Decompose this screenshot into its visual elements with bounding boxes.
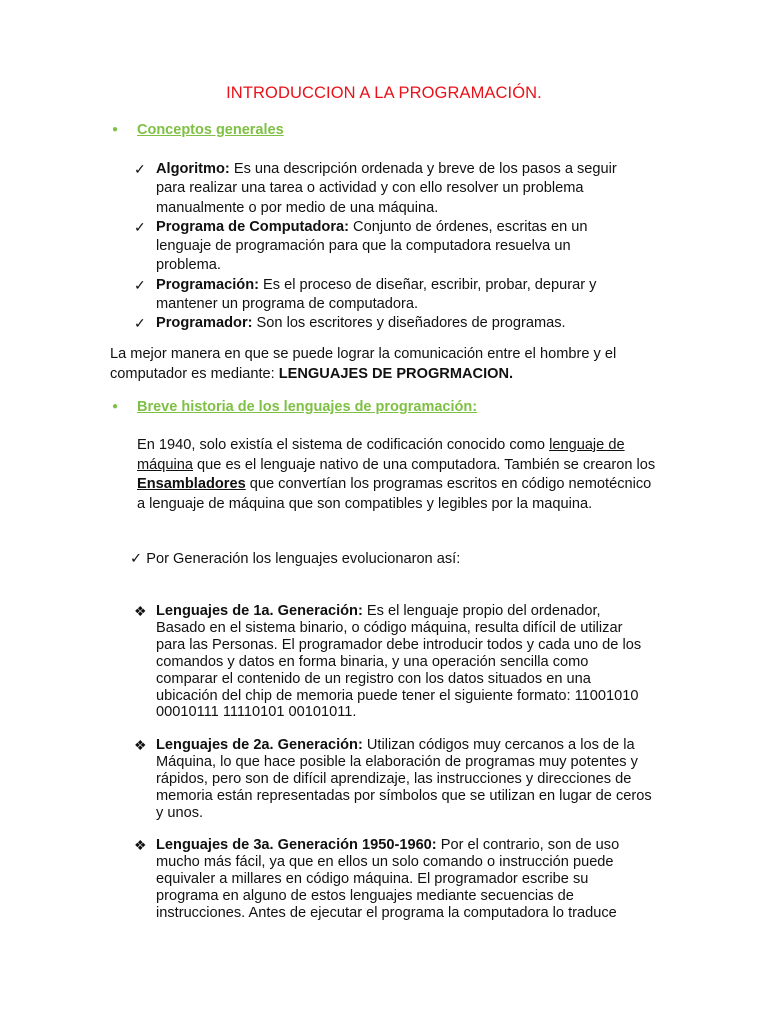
bold-underlined-term: Ensambladores <box>137 476 246 492</box>
intro-paragraph <box>110 345 670 384</box>
term: Lenguajes de 1a. Generación: <box>156 603 363 619</box>
paragraph-bold: LENGUAJES DE PROGRMACION. <box>278 365 514 382</box>
generation-intro <box>130 550 460 567</box>
diamond-bullet-icon: ❖ <box>134 737 147 753</box>
section-heading-historia <box>112 399 477 415</box>
section-heading-conceptos <box>112 122 284 138</box>
definition: Son los escritores y diseñadores de programas. <box>252 315 566 332</box>
underlined-term: lenguaje de máquina <box>137 437 625 473</box>
term: Programador: <box>156 315 253 332</box>
diamond-bullet-icon: ❖ <box>134 837 147 853</box>
history-paragraph <box>137 436 662 514</box>
bullet-icon: ● <box>112 124 119 135</box>
paragraph-text: En 1940, solo existía el sistema de codificación conocido como <box>137 437 550 453</box>
definition: Utilizan códigos muy cercanos a los de la Máquina, lo que hace posible la elaboración de programas muy potentes y rápidos, pero son de difícil aprendizaje, las instrucciones y direcciones de memoria están representadas por símbolos que se utilizan en lugar de ceros y unos. <box>156 737 652 821</box>
term: Programa de Computadora: <box>156 218 349 235</box>
definition: Por el contrario, son de uso mucho más fácil, ya que en ellos un solo comando o instrucción puede equivaler a millares en código máquina. El programador escribe su programa en alguno de estos lenguajes mediante secuencias de instrucciones. Antes de ejecutar el programa la computadora lo traduce <box>156 837 620 921</box>
generation-intro-text: Por Generación los lenguajes evolucionaron así: <box>146 551 461 567</box>
list-item <box>134 603 654 721</box>
check-icon: ✓ <box>134 315 146 332</box>
term: Lenguajes de 3a. Generación 1950-1960: <box>156 837 437 853</box>
paragraph-text: que es el lenguaje nativo de una computadora. También se crearon los <box>192 456 656 473</box>
bullet-icon: ● <box>112 401 119 412</box>
list-item <box>134 276 634 315</box>
generation-item-2 <box>134 737 654 822</box>
generation-item-3 <box>134 837 654 922</box>
concepts-list <box>134 160 634 334</box>
term: Programación: <box>156 276 259 293</box>
list-item <box>134 837 654 922</box>
definition: Es el lenguaje propio del ordenador, Basado en el sistema binario, o código máquina, resulta difícil de utilizar para las Personas. El programador debe introducir todos y cada uno de los comandos y datos en forma binaria, y una operación sencilla como comparar el contenido de un registro con los datos situados en una ubicación del chip de memoria puede tener el siguiente formato: 11001010 00010111 11110101 00101011. <box>156 603 642 721</box>
list-item <box>134 314 634 333</box>
list-item <box>134 160 634 218</box>
section-heading-text: Conceptos generales <box>137 122 284 138</box>
term: Algoritmo: <box>156 161 230 177</box>
diamond-bullet-icon: ❖ <box>134 603 147 619</box>
document-title: INTRODUCCION A LA PROGRAMACIÓN. <box>226 84 542 102</box>
paragraph-text: La mejor manera en que se puede lograr la comunicación entre el hombre y el computador es mediante: <box>110 346 617 382</box>
check-icon: ✓ <box>130 551 143 567</box>
definition: Es una descripción ordenada y breve de los pasos a seguir para realizar una tarea o actividad y con ello resolver un problema manualmente o por medio de una máquina. <box>156 161 617 216</box>
generation-item-1 <box>134 603 654 721</box>
term: Lenguajes de 2a. Generación: <box>156 737 363 753</box>
check-icon: ✓ <box>134 161 146 177</box>
paragraph-text: que convertían los programas escritos en código nemotécnico a lenguaje de máquina que son compatibles y legibles por la maquina. <box>137 476 652 512</box>
definition: Es el proceso de diseñar, escribir, probar, depurar y mantener un programa de computadora. <box>156 276 597 313</box>
list-item <box>134 737 654 822</box>
check-icon: ✓ <box>134 276 146 293</box>
list-item <box>134 218 634 276</box>
check-icon: ✓ <box>134 218 146 235</box>
section-heading-text: Breve historia de los lenguajes de programación: <box>137 399 478 415</box>
definition: Conjunto de órdenes, escritas en un lenguaje de programación para que la computadora resuelva un problema. <box>156 218 588 274</box>
